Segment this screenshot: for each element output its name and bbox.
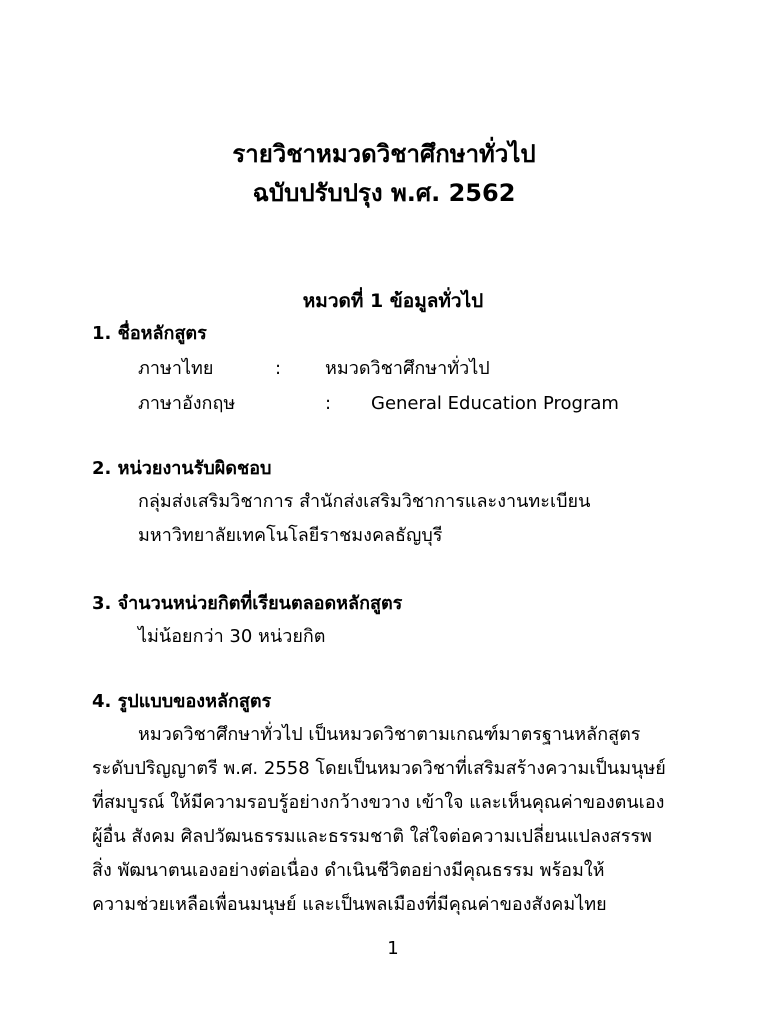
section-4-line-6: ความช่วยเหลือเพื่อนมนุษย์ และเป็นพลเมืองที่มีคุณค่าของสังคมไทย [92, 894, 607, 915]
english-name-colon: : [325, 393, 332, 414]
section-4-line-3: ที่สมบูรณ์ ให้มีความรอบรู้อย่างกว้างขวาง เข้าใจ และเห็นคุณค่าของตนเอง [92, 792, 665, 813]
thai-name-label: ภาษาไทย [138, 358, 214, 379]
document-subtitle: ฉบับปรับปรุง พ.ศ. 2562 [252, 179, 516, 207]
section-2-line-1: กลุ่มส่งเสริมวิชาการ สำนักส่งเสริมวิชาการและงานทะเบียน [138, 491, 591, 512]
section-4-line-5: สิ่ง พัฒนาตนเองอย่างต่อเนื่อง ดำเนินชีวิตอย่างมีคุณธรรม พร้อมให้ [92, 860, 605, 881]
section-3-heading: 3. จำนวนหน่วยกิตที่เรียนตลอดหลักสูตร [92, 593, 403, 614]
chapter-heading: หมวดที่ 1 ข้อมูลทั่วไป [302, 290, 484, 312]
section-4-heading: 4. รูปแบบของหลักสูตร [92, 691, 272, 712]
english-name-value: General Education Program [371, 393, 619, 414]
page-number: 1 [387, 938, 399, 959]
document-title: รายวิชาหมวดวิชาศึกษาทั่วไป [232, 140, 536, 168]
section-3-line-1: ไม่น้อยกว่า 30 หน่วยกิต [138, 626, 326, 647]
english-name-label: ภาษาอังกฤษ [138, 393, 236, 414]
thai-name-colon: : [275, 358, 282, 379]
section-2-heading: 2. หน่วยงานรับผิดชอบ [92, 458, 272, 479]
section-4-line-4: ผู้อื่น สังคม ศิลปวัฒนธรรมและธรรมชาติ ใส่ใจต่อความเปลี่ยนแปลงสรรพ [92, 826, 652, 847]
section-4-line-1: หมวดวิชาศึกษาทั่วไป เป็นหมวดวิชาตามเกณฑ์มาตรฐานหลักสูตร [138, 724, 641, 745]
section-1-heading: 1. ชื่อหลักสูตร [92, 323, 207, 344]
section-2-line-2: มหาวิทยาลัยเทคโนโลยีราชมงคลธัญบุรี [138, 525, 443, 546]
section-4-line-2: ระดับปริญญาตรี พ.ศ. 2558 โดยเป็นหมวดวิชาที่เสริมสร้างความเป็นมนุษย์ [92, 758, 666, 779]
thai-name-value: หมวดวิชาศึกษาทั่วไป [325, 358, 490, 379]
